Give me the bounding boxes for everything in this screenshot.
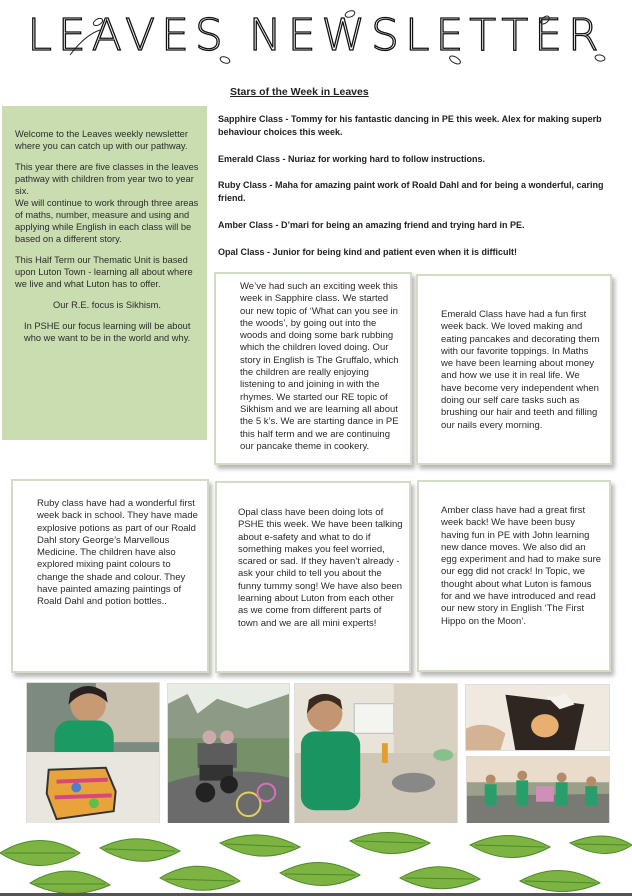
star-class-label: Sapphire Class <box>218 114 284 124</box>
welcome-pshe: In PSHE our focus learning will be about who we want to be in the world and why. <box>24 321 191 343</box>
stars-heading: Stars of the Week in Leaves <box>230 86 369 98</box>
star-class-label: Amber Class <box>218 220 274 230</box>
welcome-thematic: This Half Term our Thematic Unit is based upon Luton Town - learning all about where we live and what Luton has to offer. <box>15 255 193 289</box>
emerald-text: Emerald Class have had a fun first week back. We loved making and eating pancakes and decorating them with our favorite toppings. In Maths we have been learning about money and how we use it in real life. We have become very independent when doing our self care tasks such as brushing our hair and teeth and filling our nails every morning. <box>441 309 600 431</box>
sapphire-class-box <box>214 272 412 465</box>
amber-text: Amber class have had a great first week back! We have been busy having fun in PE with John learning new dance moves. We also did an egg experiment and had to make sure our egg did not crack! In Topic, we thought about what Luton is famous for and we have introduced and read our new story in English ‘The First Hippo on the Moon’. <box>441 505 602 627</box>
cooking-photo-icon <box>294 683 458 826</box>
leaves-border-icon <box>0 823 632 896</box>
dance-photo-icon <box>466 756 610 825</box>
star-text: - Nuriaz for working hard to follow instructions. <box>280 154 486 164</box>
welcome-intro: Welcome to the Leaves weekly newsletter where you can catch up with our pathway. <box>15 129 188 151</box>
emerald-class-box <box>416 274 612 465</box>
star-class-label: Opal Class <box>218 247 265 257</box>
opal-class-box <box>215 481 411 673</box>
star-text: - Junior for being kind and patient even when it is difficult! <box>264 247 518 257</box>
bikes-photo-icon <box>167 683 290 826</box>
star-item-emerald <box>218 153 613 166</box>
amber-class-box <box>417 480 611 672</box>
welcome-maths: We will continue to work through three areas of maths, number, measure and using and applying while English in each class will be based on a different story. <box>15 198 199 244</box>
star-class-label: Ruby Class <box>218 180 268 190</box>
star-text: - Tommy for his fantastic dancing in PE this week. Alex for making superb behaviour choices this week. <box>218 114 602 137</box>
ruby-class-box <box>11 479 209 673</box>
star-text: - Maha for amazing paint work of Roald Dahl and for being a wonderful, caring friend. <box>218 180 604 203</box>
star-text: - D’mari for being an amazing friend and trying hard in PE. <box>273 220 525 230</box>
star-item-ruby <box>218 179 613 205</box>
star-item-sapphire <box>218 113 613 139</box>
sapphire-text: We’ve had such an exciting week this week in Sapphire class. We started our new topic of ‘What can you see in the woods’, by going out into the woods and doing some bark rubbing which the children loved doing. Our story in English is The Gruffalo, which the children are really enjoying listening to and joining in with the rhymes. We started our RE topic of Sikhism and we are learning all about the 5 k’s. We are starting dance in PE this half term and we are continuing our pancake theme in cookery. <box>240 281 399 452</box>
newsletter-title <box>0 0 632 70</box>
star-item-opal <box>218 246 613 259</box>
title-text: LEAVES NEWSLETTER <box>27 10 605 61</box>
opal-text: Opal class have been doing lots of PSHE this week. We have been talking about e-safety and what to do if something makes you feel worried, scared or sad. If they haven’t already - ask your child to tell you about the funny tummy song! We have also been learning about Luton from each other as we come from different parts of town and we are all mini experts! <box>238 507 403 629</box>
title-graphic <box>0 0 632 70</box>
egg-photo-icon <box>465 684 610 751</box>
star-class-label: Emerald Class <box>218 154 281 164</box>
welcome-re: Our R.E. focus is Sikhism. <box>53 300 161 310</box>
painting-photo-icon <box>26 682 160 825</box>
welcome-classes: This year there are five classes in the leaves pathway with children from year two to year six. <box>15 162 199 196</box>
ruby-text: Ruby class have had a wonderful first week back in school. They have made explosive potions as part of our Roald Dahl story George’s Marvellous Medicine. The children have also explored mixing paint colours to change the shade and colour. They have painted amazing paintings of Roald Dahl and potion bottles.. <box>37 498 198 608</box>
star-item-amber <box>218 219 613 232</box>
welcome-panel <box>2 106 207 440</box>
